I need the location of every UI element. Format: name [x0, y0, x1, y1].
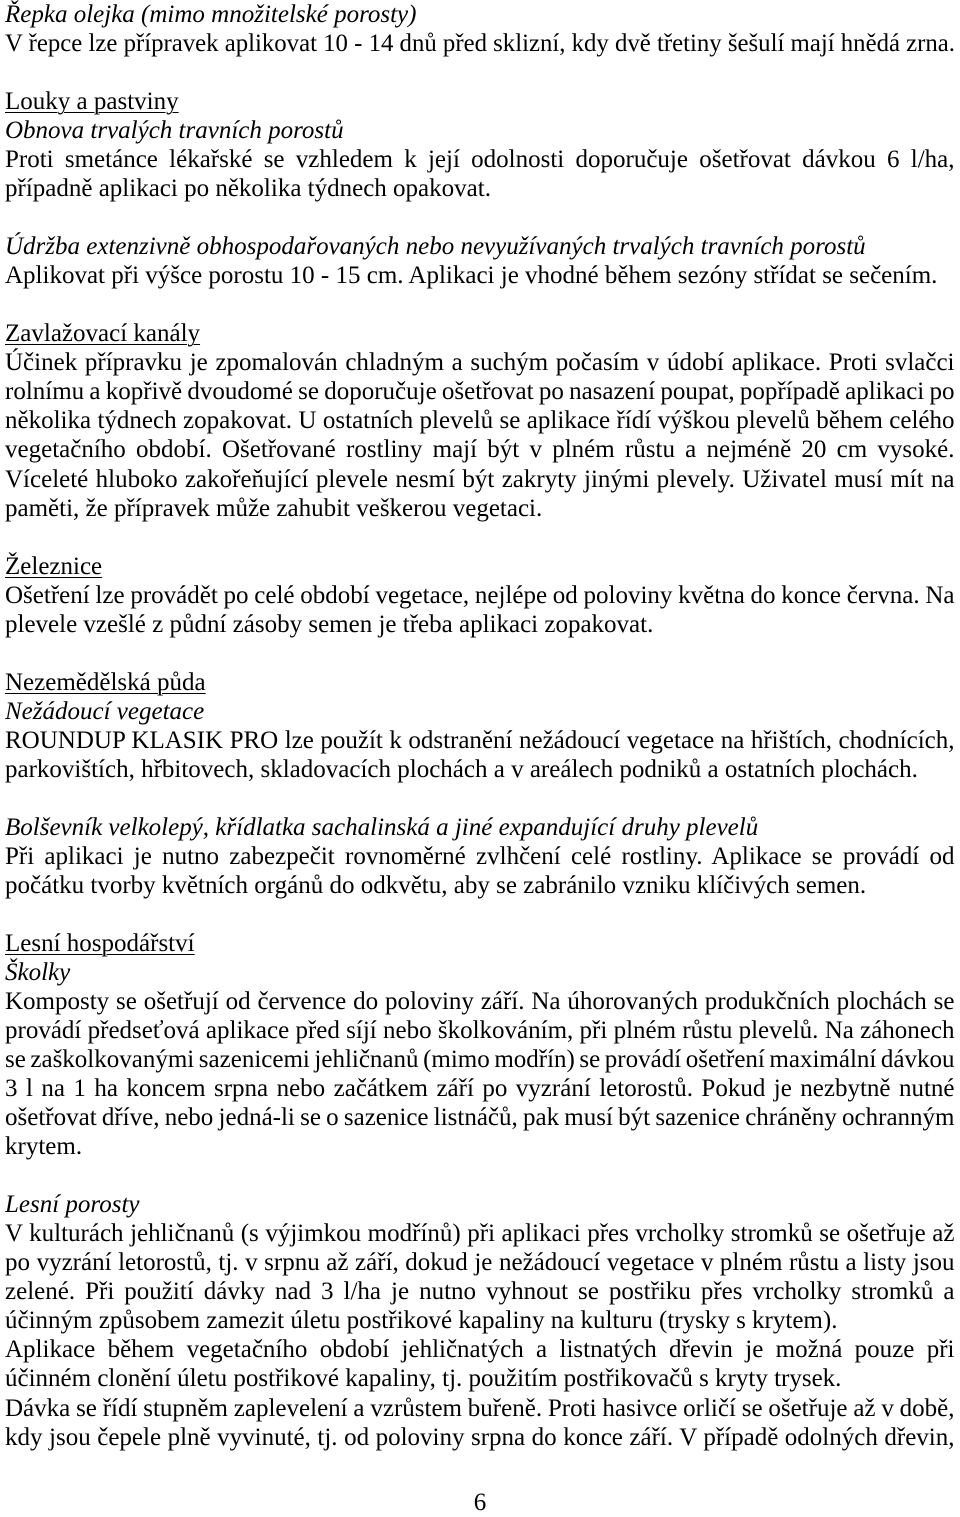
section-subheading: Bolševník velkolepý, křídlatka sachalinská a jiné expandující druhy plevelů [5, 813, 759, 841]
blank-line [5, 1161, 955, 1190]
section-repka-olejka [5, 0, 955, 58]
section-subheading: Řepka olejka (mimo množitelské porosty) [5, 1, 417, 28]
text-line: účinném clonění úletu postřikové kapaliny, tj. použitím postřikovačů s kryty trysek. [5, 1365, 842, 1393]
text-line: provádí předseťová aplikace před síjí nebo školkováním, při plném růstu plevelů. Na záhonech [5, 1017, 955, 1045]
section-zeleznice [5, 552, 955, 639]
text-line: rolnímu a kopřivě dvoudomé se doporučuje ošetřovat po nasazení poupat, popřípadě aplikaci po [5, 378, 955, 406]
text-line: vegetačního období. Ošetřované rostliny mají být v plném růstu a nejméně 20 cm vysoké. [5, 436, 955, 464]
section-subheading: Nežádoucí vegetace [5, 697, 205, 725]
text-line: účinným způsobem zamezit úletu postřikové kapaliny na kulturu (trysky s krytem). [5, 1307, 838, 1335]
page-text-body [5, 0, 955, 1452]
blank-line [5, 58, 955, 87]
text-line: Víceleté hluboko zakořeňující plevele nesmí být zakryty jinými plevely. Uživatel musí mít na [5, 465, 955, 493]
text-line: Aplikovat při výšce porostu 10 - 15 cm. Aplikaci je vhodné během sezóny střídat se sečením. [5, 262, 938, 290]
text-line: ošetřovat dříve, nebo jedná-li se o sazenice listnáčů, pak musí být sazenice chráněny ochranným [5, 1104, 955, 1132]
section-subheading: Údržba extenzivně obhospodařovaných nebo nevyužívaných trvalých travních porostů [5, 233, 866, 261]
text-line: zelené. Při použití dávky nad 3 l/ha je nutno vyhnout se postřiku přes vrcholky stromků a [5, 1278, 955, 1306]
text-line: plevele vzešlé z půdní zásoby semen je třeba aplikaci zopakovat. [5, 610, 654, 638]
section-nezemedelska-puda [5, 668, 955, 784]
text-line: Účinek přípravku je zpomalován chladným a suchým počasím v údobí aplikace. Proti svlačci [5, 349, 955, 377]
text-line: V řepce lze přípravek aplikovat 10 - 14 dnů před sklizní, kdy dvě třetiny šešulí mají hnědá zrna. [5, 30, 955, 58]
text-line: Ošetření lze provádět po celé období vegetace, nejlépe od poloviny května do konce června. Na [5, 581, 955, 609]
page-number: 6 [473, 1489, 487, 1516]
text-line: Dávka se řídí stupněm zaplevelení a vzrůstem buřeně. Proti hasivce orličí se ošetřuje až v době, [5, 1394, 955, 1422]
text-line: ROUNDUP KLASIK PRO lze použít k odstranění nežádoucí vegetace na hřištích, chodnících, [5, 726, 955, 754]
text-line: kdy jsou čepele plně vyvinuté, tj. od poloviny srpna do konce září. V případě odolných dřevin, [5, 1423, 955, 1451]
section-heading: Zavlažovací kanály [5, 320, 201, 348]
text-line: V kulturách jehličnanů (s výjimkou modřínů) při aplikaci přes vrcholky stromků se ošetřuje až [5, 1220, 955, 1248]
text-line: parkovištích, hřbitovech, skladovacích plochách a v areálech podniků a ostatních plochách. [5, 755, 918, 783]
blank-line [5, 523, 955, 552]
text-line: po vyzrání letorostů, tj. v srpnu až září, dokud je nežádoucí vegetace v plném růstu a listy jsou [5, 1249, 955, 1277]
section-louky-a-pastviny [5, 87, 955, 203]
text-line: Aplikace během vegetačního období jehličnatých a listnatých dřevin je možná pouze při [5, 1336, 955, 1364]
text-line: Při aplikaci je nutno zabezpečit rovnoměrné zvlhčení celé rostliny. Aplikace se provádí od [5, 842, 955, 870]
text-line: Proti smetánce lékařské se vzhledem k její odolnosti doporučuje ošetřovat dávkou 6 l/ha, [5, 146, 955, 174]
text-line: paměti, že přípravek může zahubit veškerou vegetaci. [5, 494, 543, 522]
text-line: počátku tvorby květních orgánů do odkvětu, aby se zabránilo vzniku klíčivých semen. [5, 871, 867, 899]
section-heading: Lesní hospodářství [5, 930, 195, 957]
section-heading: Železnice [5, 552, 103, 580]
text-line: Komposty se ošetřují od července do poloviny září. Na úhorovaných produkčních plochách se [5, 988, 955, 1016]
text-line: 3 l na 1 ha koncem srpna nebo začátkem září po vyzrání letorostů. Pokud je nezbytně nutné [5, 1075, 955, 1103]
text-line: se zaškolkovanými sazenicemi jehličnanů (mimo modřín) se provádí ošetření maximální dávkou [5, 1046, 955, 1074]
section-zavlazovaci-kanaly [5, 319, 955, 522]
blank-line [5, 900, 955, 929]
section-lesni-hospodarstvi [5, 929, 955, 1161]
text-line: případně aplikaci po několika týdnech opakovat. [5, 175, 491, 203]
section-heading: Louky a pastviny [5, 88, 179, 116]
blank-line [5, 290, 955, 319]
blank-line [5, 203, 955, 232]
blank-line [5, 784, 955, 813]
section-subheading: Školky [5, 959, 71, 987]
text-line: několika týdnech zopakovat. U ostatních plevelů se aplikace řídí výškou plevelů během celého [5, 407, 955, 435]
section-subheading: Obnova trvalých travních porostů [5, 117, 344, 145]
section-subheading: Lesní porosty [5, 1191, 140, 1219]
section-heading: Nezemědělská půda [5, 668, 206, 696]
section-udrzba-porostu [5, 232, 955, 290]
text-line: krytem. [5, 1133, 83, 1161]
blank-line [5, 639, 955, 668]
section-lesni-porosty [5, 1190, 955, 1451]
section-bolsevnik [5, 813, 955, 900]
